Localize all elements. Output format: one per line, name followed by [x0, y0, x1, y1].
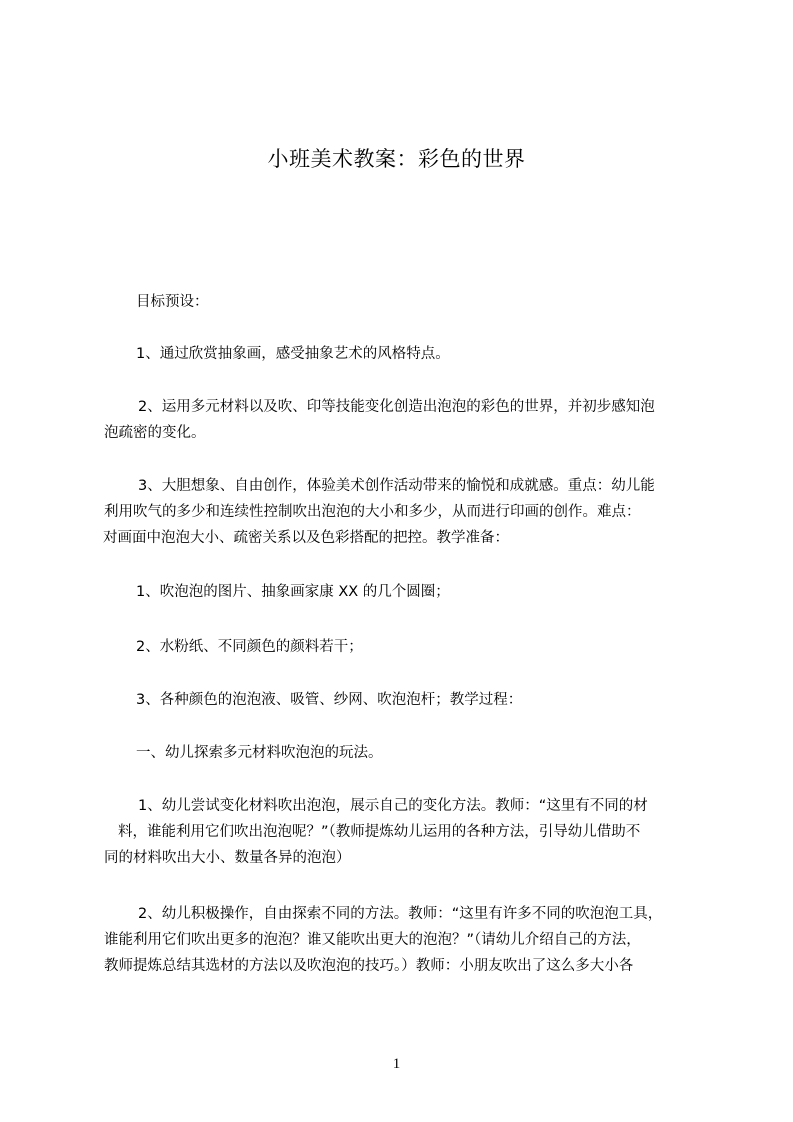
text-line: 1、通过欣赏抽象画，感受抽象艺术的风格特点。 — [136, 346, 450, 362]
text-line: 目标预设： — [136, 294, 209, 310]
text-line: 3、大胆想象、自由创作，体验美术创作活动带来的愉悦和成就感。重点：幼儿能 — [138, 478, 655, 494]
text-line: 料，谁能利用它们吹出泡泡呢？”（教师提炼幼儿运用的各种方法，引导幼儿借助不 — [118, 824, 641, 840]
paragraph-goal-3 — [104, 473, 655, 551]
text-line: 2、幼儿积极操作，自由探索不同的方法。教师：“这里有许多不同的吹泡泡工具， — [138, 906, 663, 922]
text-line: 一、幼儿探索多元材料吹泡泡的玩法。 — [136, 745, 383, 761]
text-line: 2、水粉纸、不同颜色的颜料若干； — [136, 639, 363, 655]
paragraph-process-1 — [104, 793, 648, 871]
text-line: 3、各种颜色的泡泡液、吸管、纱网、吹泡泡杆；教学过程： — [136, 692, 523, 708]
text-line: 谁能利用它们吹出更多的泡泡？谁又能吹出更大的泡泡？”（请幼儿介绍自己的方法， — [104, 932, 641, 948]
paragraph-process-heading — [136, 740, 383, 766]
text-line: 教师提炼总结其选材的方法以及吹泡泡的技巧。）教师：小朋友吹出了这么多大小各 — [104, 958, 634, 974]
text-line: 同的材料吹出大小、数量各异的泡泡） — [104, 850, 351, 866]
paragraph-prep-1 — [136, 579, 450, 605]
text-line: 对画面中泡泡大小、疏密关系以及色彩搭配的把控。教学准备： — [103, 530, 509, 546]
paragraph-goal-1 — [136, 341, 450, 367]
text-line: 2、运用多元材料以及吹、印等技能变化创造出泡泡的彩色的世界，并初步感知泡 — [138, 399, 655, 415]
paragraph-prep-2 — [136, 634, 363, 660]
text-line: 1、幼儿尝试变化材料吹出泡泡，展示自己的变化方法。教师：“这里有不同的材 — [138, 798, 648, 814]
paragraph-process-2 — [104, 901, 662, 979]
text-line: 1、吹泡泡的图片、抽象画家康 XX 的几个圆圈； — [136, 584, 450, 600]
document-title: 小班美术教案：彩色的世界 — [267, 147, 526, 171]
paragraph-goal-2 — [104, 394, 655, 446]
paragraph-goals-heading — [136, 289, 209, 315]
page-number: 1 — [392, 1056, 401, 1072]
paragraph-prep-3 — [136, 687, 522, 713]
text-line: 利用吹气的多少和连续性控制吹出泡泡的大小和多少，从而进行印画的创作。难点： — [104, 504, 641, 520]
text-line: 泡疏密的变化。 — [104, 425, 206, 441]
